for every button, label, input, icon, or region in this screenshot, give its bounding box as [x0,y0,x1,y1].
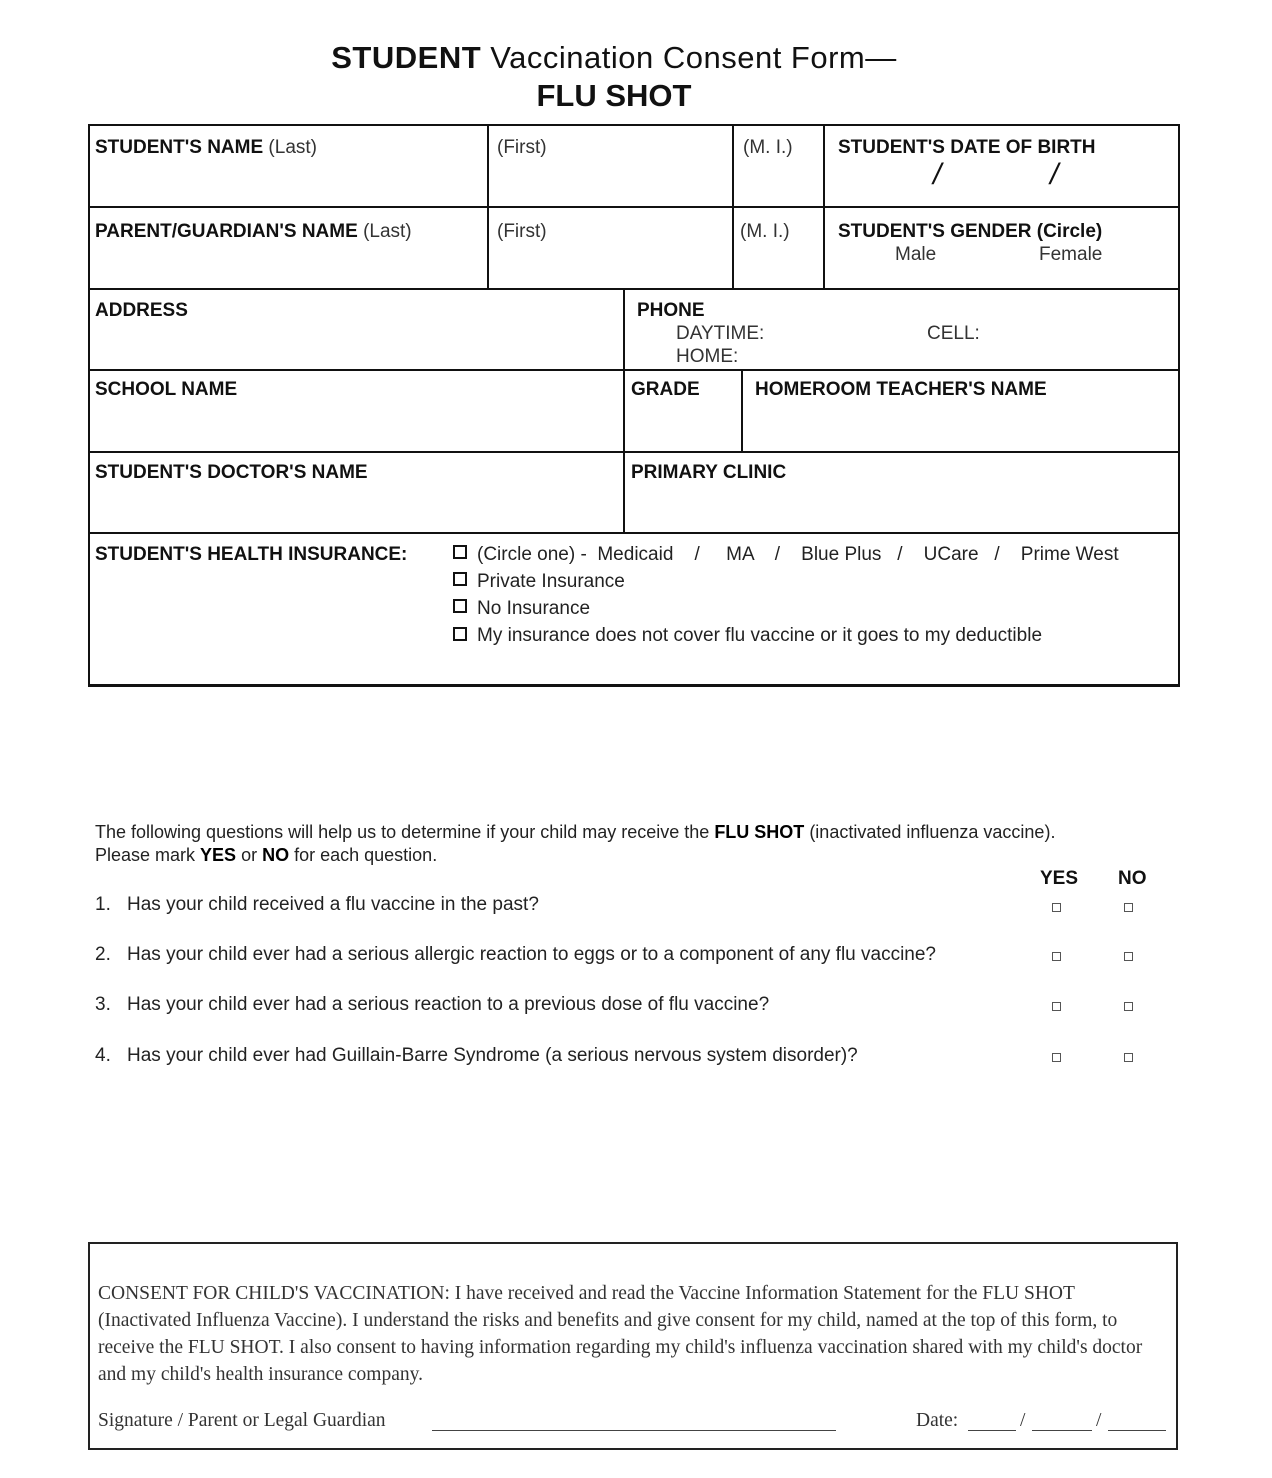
date-month-line[interactable] [968,1410,1016,1431]
signature-row [98,1410,1170,1436]
insurance-option-none: No Insurance [477,598,591,619]
question-3-no-checkbox[interactable] [1124,1002,1133,1011]
questions-intro [95,821,1185,867]
table-border-top [88,124,1180,126]
question-3-yes-checkbox[interactable] [1052,1002,1061,1011]
gender-label: STUDENT'S GENDER (Circle) [838,221,1103,242]
phone-daytime-field[interactable]: DAYTIME: [676,323,765,344]
insurance-circle-one-checkbox[interactable] [453,545,467,559]
grade-label: GRADE [631,379,700,400]
doctor-name-field[interactable] [95,462,368,484]
insurance-option-not-covered: My insurance does not cover flu vaccine or it goes to my deductible [477,625,1043,646]
homeroom-field[interactable] [755,379,1047,401]
insurance-option-private: Private Insurance [477,571,625,592]
intro-text-c: Please mark [95,845,201,865]
table-divider [487,124,489,289]
table-divider [88,451,1180,453]
table-divider [88,532,1180,534]
insurance-label-text: STUDENT'S HEALTH INSURANCE: [95,544,408,565]
question-1-no-checkbox[interactable] [1124,903,1133,912]
date-day-line[interactable] [1032,1410,1092,1431]
gender-option-female[interactable]: Female [1039,244,1103,265]
dob-slash-1: / [933,158,942,191]
parent-name-field[interactable] [95,221,412,243]
phone-home-field[interactable]: HOME: [676,346,739,367]
form-title-bold: STUDENT [331,40,482,75]
address-label: ADDRESS [95,300,188,321]
insurance-private-checkbox[interactable] [453,572,467,586]
question-text: Has your child received a flu vaccine in the past? [127,894,539,915]
consent-box [88,1242,1178,1450]
student-name-label: STUDENT'S NAME [95,137,264,158]
signature-line[interactable] [432,1410,836,1431]
question-text: Has your child ever had a serious reaction to a previous dose of flu vaccine? [127,994,770,1015]
table-divider [732,124,734,289]
insurance-not-covered-checkbox[interactable] [453,627,467,641]
doctor-name-label: STUDENT'S DOCTOR'S NAME [95,462,368,483]
form-subtitle: FLU SHOT [536,78,692,113]
student-last-hint: (Last) [268,137,317,158]
table-divider [823,124,825,289]
table-border-right [1178,124,1180,687]
date-label: Date: [916,1410,959,1431]
form-title-rest: Vaccination Consent Form— [490,40,897,75]
parent-mi-field[interactable]: (M. I.) [740,221,790,242]
dob-field[interactable] [838,137,1096,159]
question-2-no-checkbox[interactable] [1124,952,1133,961]
gender-field [838,221,1102,243]
intro-text-a: The following questions will help us to determine if your child may receive the [95,822,715,842]
table-border-bottom [88,684,1180,687]
question-number: 3. [95,994,111,1015]
question-number: 4. [95,1045,111,1066]
student-mi-field[interactable]: (M. I.) [743,137,793,158]
question-text: Has your child ever had Guillain-Barre Syndrome (a serious nervous system disorder)? [127,1045,858,1066]
homeroom-label: HOMEROOM TEACHER'S NAME [755,379,1047,400]
date-separator: / [1020,1410,1026,1431]
table-border-left [88,124,90,687]
intro-yes: YES [200,845,237,865]
insurance-label [95,544,407,566]
question-1-yes-checkbox[interactable] [1052,903,1061,912]
question-number: 1. [95,894,111,915]
parent-first-field[interactable]: (First) [497,221,547,242]
intro-text-b: (inactivated influenza vaccine). [804,822,1056,842]
date-separator: / [1096,1410,1102,1431]
signature-label: Signature / Parent or Legal Guardian [98,1410,386,1431]
insurance-option-circle-one: (Circle one) - Medicaid / MA / Blue Plus / UCare / Prime West [477,544,1119,565]
primary-clinic-label: PRIMARY CLINIC [631,462,787,483]
question-number: 2. [95,944,111,965]
table-divider [88,288,1180,290]
question-text: Has your child ever had a serious allergic reaction to eggs or to a component of any flu vaccine? [127,944,937,965]
phone-label [637,300,705,322]
no-column-header: NO [1118,868,1147,889]
student-first-field[interactable]: (First) [497,137,547,158]
yes-column-header: YES [1040,868,1079,889]
phone-cell-field[interactable]: CELL: [927,323,980,344]
grade-field[interactable] [631,379,700,401]
questions-intro-line2 [95,844,1185,867]
dob-slash-2: / [1050,158,1059,191]
date-year-line[interactable] [1108,1410,1166,1431]
address-field[interactable] [95,300,188,322]
intro-or: or [236,845,263,865]
table-divider [741,369,743,453]
student-name-field[interactable] [95,137,317,159]
question-4-yes-checkbox[interactable] [1052,1053,1061,1062]
school-name-label: SCHOOL NAME [95,379,238,400]
intro-no: NO [262,845,290,865]
parent-name-label: PARENT/GUARDIAN'S NAME [95,221,358,242]
table-divider [623,288,625,534]
primary-clinic-field[interactable] [631,462,786,484]
parent-last-hint: (Last) [363,221,412,242]
insurance-none-checkbox[interactable] [453,599,467,613]
form-title [0,40,1228,76]
intro-text-d: for each question. [289,845,438,865]
dob-label: STUDENT'S DATE OF BIRTH [838,137,1096,158]
intro-text-bold: FLU SHOT [714,822,805,842]
questions-intro-line1 [95,821,1185,844]
table-divider [88,206,1180,208]
table-divider [88,369,1180,371]
consent-statement: CONSENT FOR CHILD'S VACCINATION: I have received and read the Vaccine Information Statement for the FLU SHOT (Inactivated Influenza Vaccine). I understand the risks and benefits and give consent for my child, named at the top of this form, to receive the FLU SHOT. I also consent to having information regarding my child's influenza vaccination shared with my child's doctor and my child's health insurance company. [98,1283,1143,1385]
school-name-field[interactable] [95,379,237,401]
gender-option-male[interactable]: Male [895,244,937,265]
question-2-yes-checkbox[interactable] [1052,952,1061,961]
phone-label-text: PHONE [637,300,705,321]
question-4-no-checkbox[interactable] [1124,1053,1133,1062]
